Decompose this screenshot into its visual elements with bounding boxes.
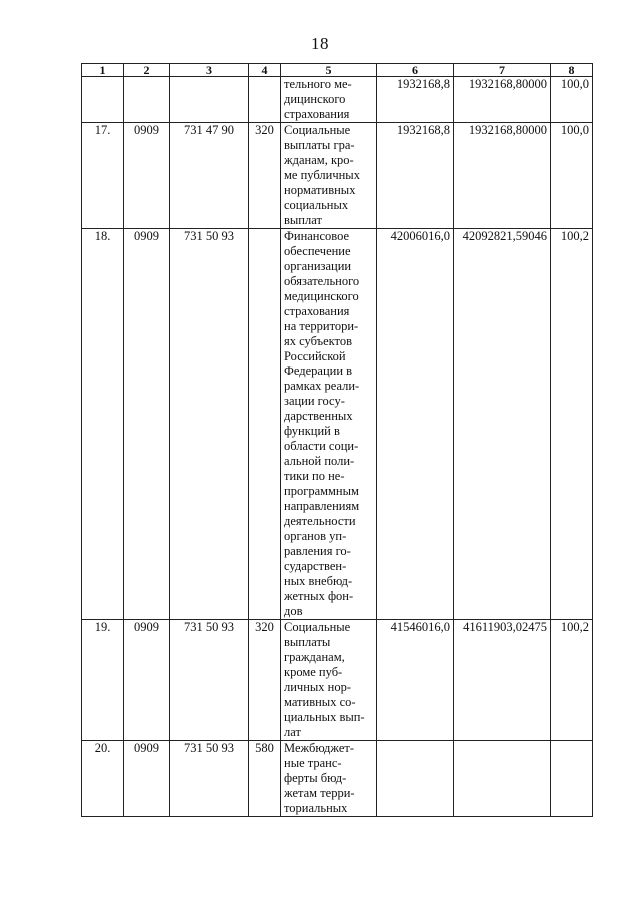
table-row (82, 620, 593, 741)
target-code (170, 77, 249, 123)
target-code: 731 50 93 (170, 229, 249, 620)
col-header-6: 6 (377, 64, 454, 77)
actual-amount: 1932168,80000 (454, 123, 551, 229)
execution-percent: 100,2 (551, 229, 593, 620)
table-row (82, 77, 593, 123)
item-name: Социальные выплаты гражданам, кроме пуб- личных нор- мативных со- циальных вып- лат (281, 620, 377, 741)
col-header-5: 5 (281, 64, 377, 77)
planned-amount (377, 741, 454, 817)
row-number (82, 77, 124, 123)
planned-amount: 41546016,0 (377, 620, 454, 741)
expense-type-code (249, 229, 281, 620)
target-code: 731 47 90 (170, 123, 249, 229)
budget-table (81, 63, 593, 817)
col-header-4: 4 (249, 64, 281, 77)
target-code: 731 50 93 (170, 741, 249, 817)
table-row (82, 741, 593, 817)
execution-percent: 100,0 (551, 77, 593, 123)
row-number: 18. (82, 229, 124, 620)
col-header-3: 3 (170, 64, 249, 77)
actual-amount: 1932168,80000 (454, 77, 551, 123)
row-number: 19. (82, 620, 124, 741)
section-code: 0909 (124, 123, 170, 229)
execution-percent: 100,2 (551, 620, 593, 741)
actual-amount (454, 741, 551, 817)
col-header-2: 2 (124, 64, 170, 77)
section-code: 0909 (124, 741, 170, 817)
section-code: 0909 (124, 620, 170, 741)
item-name: тельного ме- дицинского страхования (281, 77, 377, 123)
page-number: 18 (311, 34, 329, 53)
execution-percent (551, 741, 593, 817)
table-row (82, 229, 593, 620)
item-name: Межбюджет- ные транс- ферты бюд- жетам терри- ториальных (281, 741, 377, 817)
section-code (124, 77, 170, 123)
row-number: 17. (82, 123, 124, 229)
expense-type-code (249, 77, 281, 123)
planned-amount: 42006016,0 (377, 229, 454, 620)
col-header-8: 8 (551, 64, 593, 77)
planned-amount: 1932168,8 (377, 123, 454, 229)
table-row (82, 123, 593, 229)
section-code: 0909 (124, 229, 170, 620)
expense-type-code: 580 (249, 741, 281, 817)
header-row (82, 64, 593, 77)
planned-amount: 1932168,8 (377, 77, 454, 123)
execution-percent: 100,0 (551, 123, 593, 229)
col-header-1: 1 (82, 64, 124, 77)
actual-amount: 42092821,59046 (454, 229, 551, 620)
item-name: Финансовое обеспечение организации обязательного медицинского страхования на территори- ях субъектов Российской Федерации в рамках реали- зации госу- дарственных функций в области соци- альной поли- тики по не- программным направлениям деятельности органов уп- равления го- сударствен- ных внебюд- жетных фон- дов (281, 229, 377, 620)
col-header-7: 7 (454, 64, 551, 77)
expense-type-code: 320 (249, 620, 281, 741)
row-number: 20. (82, 741, 124, 817)
expense-type-code: 320 (249, 123, 281, 229)
item-name: Социальные выплаты гра- жданам, кро- ме публичных нормативных социальных выплат (281, 123, 377, 229)
target-code: 731 50 93 (170, 620, 249, 741)
actual-amount: 41611903,02475 (454, 620, 551, 741)
